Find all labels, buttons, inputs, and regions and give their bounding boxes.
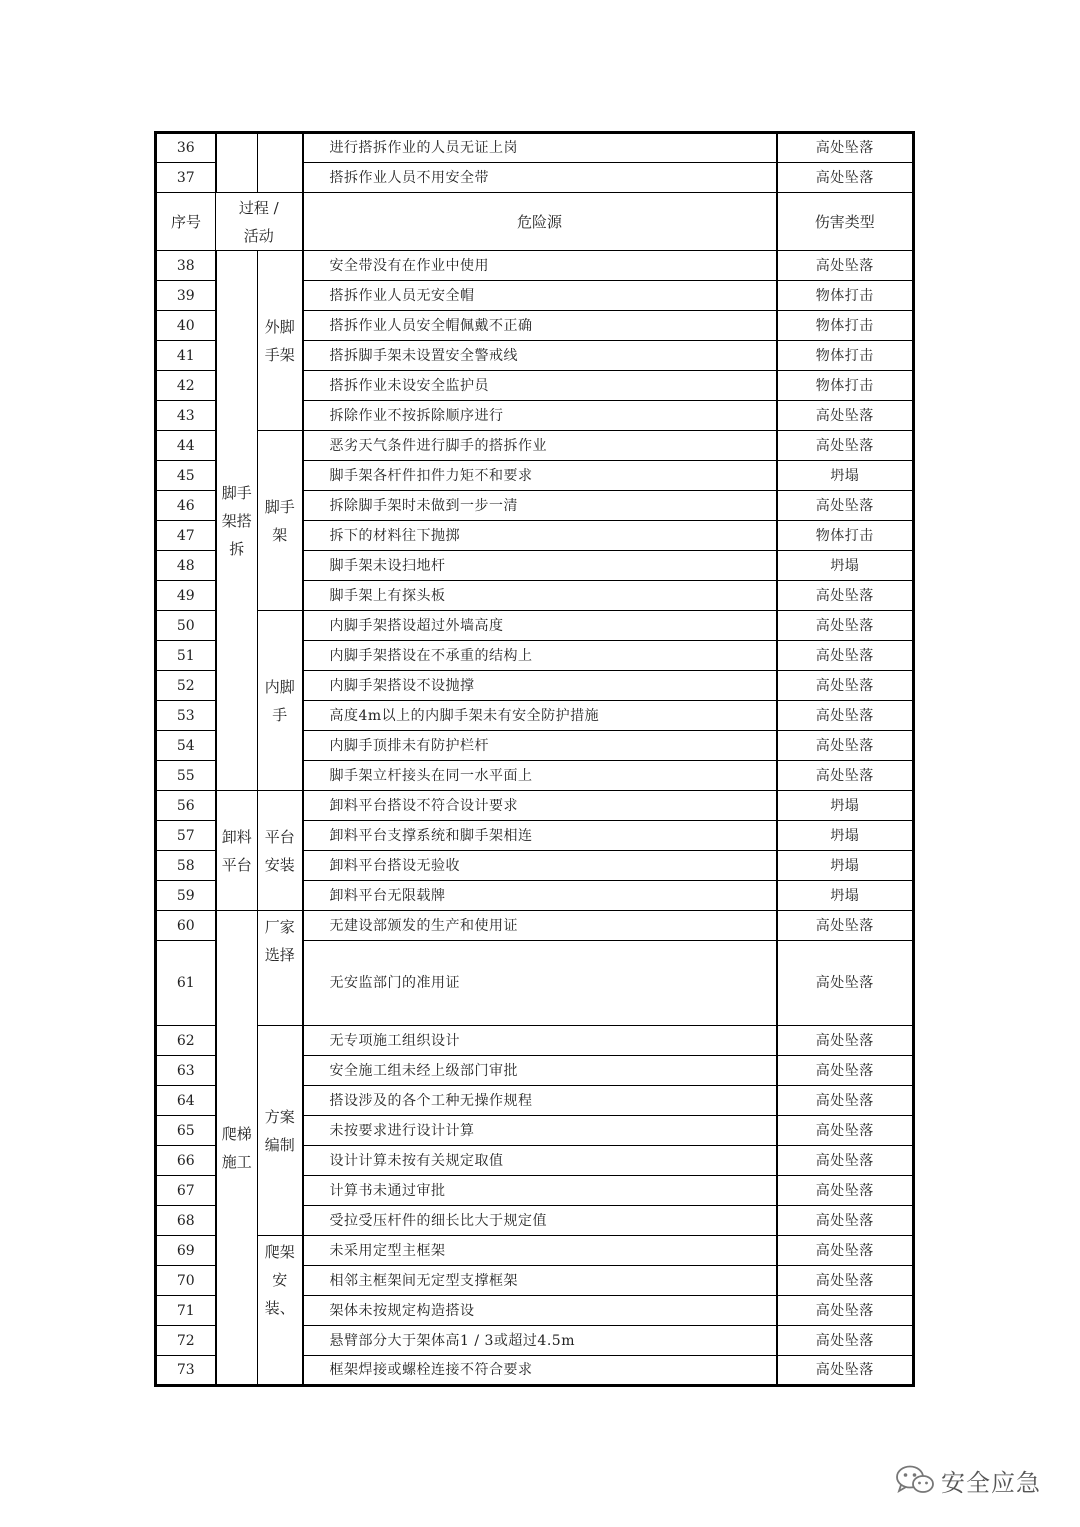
row-number: 48 — [156, 551, 216, 581]
header-injury: 伤害类型 — [777, 193, 914, 251]
row-number: 72 — [156, 1326, 216, 1356]
subprocess-cell-empty — [258, 133, 303, 193]
row-number: 43 — [156, 401, 216, 431]
injury-type-cell: 物体打击 — [777, 341, 914, 371]
hazard-cell: 无安监部门的准用证 — [303, 941, 777, 1026]
row-number: 47 — [156, 521, 216, 551]
row-number: 40 — [156, 311, 216, 341]
hazard-cell: 拆下的材料往下抛掷 — [303, 521, 777, 551]
injury-type-cell: 物体打击 — [777, 281, 914, 311]
hazard-cell: 卸料平台支撑系统和脚手架相连 — [303, 821, 777, 851]
injury-type-cell: 高处坠落 — [777, 641, 914, 671]
row-number: 65 — [156, 1116, 216, 1146]
header-hazard: 危险源 — [303, 193, 777, 251]
hazard-cell: 脚手架各杆件扣件力矩不和要求 — [303, 461, 777, 491]
row-number: 68 — [156, 1206, 216, 1236]
injury-type-cell: 高处坠落 — [777, 431, 914, 461]
row-number: 44 — [156, 431, 216, 461]
hazard-cell: 卸料平台搭设无验收 — [303, 851, 777, 881]
row-number: 71 — [156, 1296, 216, 1326]
injury-type-cell: 高处坠落 — [777, 1086, 914, 1116]
row-number: 58 — [156, 851, 216, 881]
hazard-table — [154, 131, 915, 1387]
injury-type-cell: 高处坠落 — [777, 133, 914, 163]
row-number: 60 — [156, 911, 216, 941]
hazard-cell: 安全带没有在作业中使用 — [303, 251, 777, 281]
row-number: 61 — [156, 941, 216, 1026]
hazard-cell: 搭拆作业人员无安全帽 — [303, 281, 777, 311]
subprocess-cell: 脚手架 — [258, 431, 303, 611]
injury-type-cell: 高处坠落 — [777, 911, 914, 941]
injury-type-cell: 高处坠落 — [777, 731, 914, 761]
row-number: 59 — [156, 881, 216, 911]
row-number: 64 — [156, 1086, 216, 1116]
hazard-cell: 脚手架未设扫地杆 — [303, 551, 777, 581]
hazard-cell: 设计计算未按有关规定取值 — [303, 1146, 777, 1176]
hazard-cell: 相邻主框架间无定型支撑框架 — [303, 1266, 777, 1296]
hazard-cell: 框架焊接或螺栓连接不符合要求 — [303, 1356, 777, 1386]
table-row — [156, 431, 914, 461]
hazard-cell: 受拉受压杆件的细长比大于规定值 — [303, 1206, 777, 1236]
hazard-cell: 无建设部颁发的生产和使用证 — [303, 911, 777, 941]
injury-type-cell: 坍塌 — [777, 551, 914, 581]
row-number: 37 — [156, 163, 216, 193]
hazard-cell: 无专项施工组织设计 — [303, 1026, 777, 1056]
row-number: 57 — [156, 821, 216, 851]
table-row — [156, 251, 914, 281]
injury-type-cell: 高处坠落 — [777, 1146, 914, 1176]
hazard-cell: 高度4m以上的内脚手架未有安全防护措施 — [303, 701, 777, 731]
injury-type-cell: 高处坠落 — [777, 761, 914, 791]
hazard-cell: 架体未按规定构造搭设 — [303, 1296, 777, 1326]
table-row — [156, 1236, 914, 1266]
row-number: 52 — [156, 671, 216, 701]
hazard-cell: 搭拆作业人员安全帽佩戴不正确 — [303, 311, 777, 341]
hazard-cell: 脚手架上有探头板 — [303, 581, 777, 611]
subprocess-cell: 内脚手 — [258, 611, 303, 791]
row-number: 63 — [156, 1056, 216, 1086]
table-header-row — [156, 193, 914, 251]
row-number: 54 — [156, 731, 216, 761]
row-number: 45 — [156, 461, 216, 491]
row-number: 50 — [156, 611, 216, 641]
row-number: 56 — [156, 791, 216, 821]
process-cell-empty — [216, 133, 258, 193]
row-number: 67 — [156, 1176, 216, 1206]
watermark-text: 安全应急 — [941, 1468, 1041, 1497]
hazard-cell: 悬臂部分大于架体高1 / 3或超过4.5m — [303, 1326, 777, 1356]
hazard-cell: 卸料平台搭设不符合设计要求 — [303, 791, 777, 821]
subprocess-cell: 外脚手架 — [258, 251, 303, 431]
hazard-cell: 恶劣天气条件进行脚手的搭拆作业 — [303, 431, 777, 461]
injury-type-cell: 高处坠落 — [777, 1056, 914, 1086]
injury-type-cell: 高处坠落 — [777, 581, 914, 611]
table-row — [156, 611, 914, 641]
injury-type-cell: 高处坠落 — [777, 1116, 914, 1146]
row-number: 55 — [156, 761, 216, 791]
hazard-cell: 未采用定型主框架 — [303, 1236, 777, 1266]
injury-type-cell: 高处坠落 — [777, 401, 914, 431]
row-number: 36 — [156, 133, 216, 163]
injury-type-cell: 高处坠落 — [777, 1206, 914, 1236]
hazard-cell: 搭设涉及的各个工种无操作规程 — [303, 1086, 777, 1116]
injury-type-cell: 高处坠落 — [777, 163, 914, 193]
row-number: 41 — [156, 341, 216, 371]
row-number: 62 — [156, 1026, 216, 1056]
row-number: 46 — [156, 491, 216, 521]
injury-type-cell: 物体打击 — [777, 521, 914, 551]
injury-type-cell: 坍塌 — [777, 821, 914, 851]
hazard-cell: 内脚手架搭设超过外墙高度 — [303, 611, 777, 641]
row-number: 38 — [156, 251, 216, 281]
hazard-cell: 搭拆作业未设安全监护员 — [303, 371, 777, 401]
hazard-cell: 脚手架立杆接头在同一水平面上 — [303, 761, 777, 791]
table-row — [156, 791, 914, 821]
injury-type-cell: 高处坠落 — [777, 1326, 914, 1356]
injury-type-cell: 高处坠落 — [777, 251, 914, 281]
injury-type-cell: 高处坠落 — [777, 491, 914, 521]
hazard-cell: 卸料平台无限载牌 — [303, 881, 777, 911]
injury-type-cell: 坍塌 — [777, 881, 914, 911]
row-number: 69 — [156, 1236, 216, 1266]
injury-type-cell: 高处坠落 — [777, 701, 914, 731]
subprocess-cell: 平台安装 — [258, 791, 303, 911]
injury-type-cell: 高处坠落 — [777, 1236, 914, 1266]
injury-type-cell: 物体打击 — [777, 371, 914, 401]
hazard-cell: 拆除作业不按拆除顺序进行 — [303, 401, 777, 431]
subprocess-cell: 方案编制 — [258, 1026, 303, 1236]
row-number: 51 — [156, 641, 216, 671]
process-group-cell: 爬梯施工 — [216, 911, 258, 1386]
table-row — [156, 133, 914, 163]
row-number: 53 — [156, 701, 216, 731]
injury-type-cell: 高处坠落 — [777, 1026, 914, 1056]
row-number: 39 — [156, 281, 216, 311]
hazard-cell: 进行搭拆作业的人员无证上岗 — [303, 133, 777, 163]
injury-type-cell: 物体打击 — [777, 311, 914, 341]
injury-type-cell: 坍塌 — [777, 791, 914, 821]
wechat-icon — [893, 1463, 937, 1497]
process-group-cell: 卸料平台 — [216, 791, 258, 911]
row-number: 73 — [156, 1356, 216, 1386]
hazard-cell: 安全施工组未经上级部门审批 — [303, 1056, 777, 1086]
hazard-cell: 计算书未通过审批 — [303, 1176, 777, 1206]
watermark — [893, 1462, 1041, 1498]
row-number: 42 — [156, 371, 216, 401]
injury-type-cell: 高处坠落 — [777, 1176, 914, 1206]
subprocess-cell: 厂家选择 — [258, 911, 303, 1026]
injury-type-cell: 高处坠落 — [777, 1356, 914, 1386]
table-row — [156, 1026, 914, 1056]
subprocess-cell: 爬架安装、 — [258, 1236, 303, 1386]
hazard-cell: 内脚手顶排未有防护栏杆 — [303, 731, 777, 761]
header-seq: 序号 — [156, 193, 216, 251]
injury-type-cell: 坍塌 — [777, 461, 914, 491]
hazard-cell: 拆除脚手架时未做到一步一清 — [303, 491, 777, 521]
injury-type-cell: 坍塌 — [777, 851, 914, 881]
row-number: 66 — [156, 1146, 216, 1176]
row-number: 70 — [156, 1266, 216, 1296]
hazard-cell: 搭拆脚手架未设置安全警戒线 — [303, 341, 777, 371]
injury-type-cell: 高处坠落 — [777, 671, 914, 701]
hazard-cell: 搭拆作业人员不用安全带 — [303, 163, 777, 193]
table-row — [156, 911, 914, 941]
injury-type-cell: 高处坠落 — [777, 1296, 914, 1326]
process-group-cell: 脚手架搭拆 — [216, 251, 258, 791]
header-process: 过程 / 活动 — [216, 193, 303, 251]
injury-type-cell: 高处坠落 — [777, 1266, 914, 1296]
injury-type-cell: 高处坠落 — [777, 611, 914, 641]
hazard-cell: 内脚手架搭设不设抛撑 — [303, 671, 777, 701]
injury-type-cell: 高处坠落 — [777, 941, 914, 1026]
hazard-cell: 内脚手架搭设在不承重的结构上 — [303, 641, 777, 671]
hazard-cell: 未按要求进行设计计算 — [303, 1116, 777, 1146]
row-number: 49 — [156, 581, 216, 611]
